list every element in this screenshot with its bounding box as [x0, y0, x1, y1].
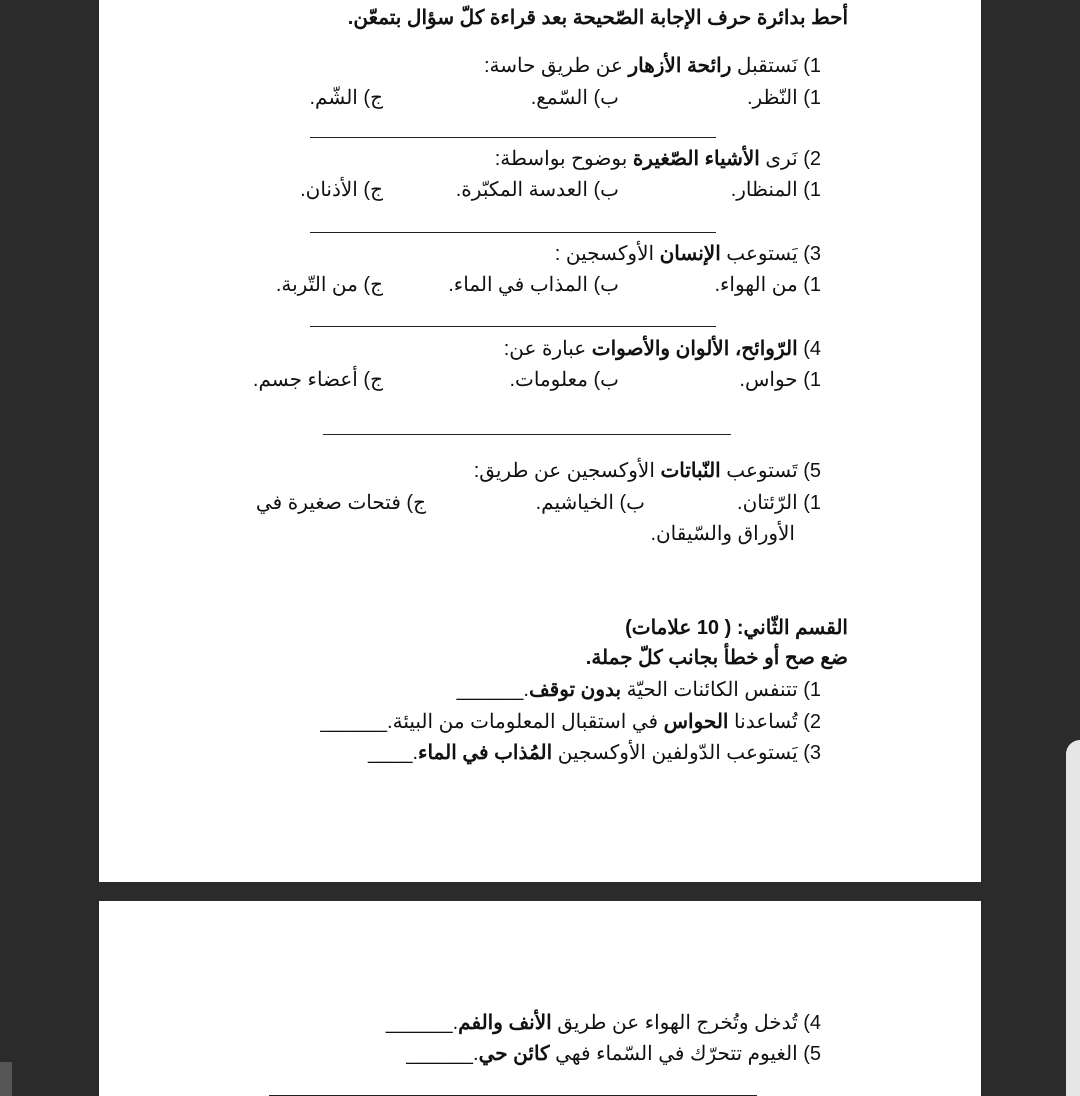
q1-option-b[interactable]: ب) السّمع. — [530, 87, 619, 109]
q5-option-b[interactable]: ب) الخياشيم. — [535, 492, 645, 514]
true-false-item-5[interactable]: 5) الغيوم تتحرّك في السّماء فهي كائن حي.______ — [406, 1043, 821, 1065]
q2-option-c[interactable]: ج) الأذنان. — [300, 179, 383, 201]
edge-strip — [0, 1062, 12, 1096]
instruction: أحط بدائرة حرف الإجابة الصّحيحة بعد قراءة كلّ سؤال بتمعّن. — [347, 7, 848, 29]
question-5: 5) تَستوعب النّباتات الأوكسجين عن طريق: — [473, 460, 821, 482]
true-false-item-1[interactable]: 1) تتنفس الكائنات الحيّة بدون توقف.______ — [456, 679, 821, 701]
q3-option-a[interactable]: 1) من الهواء. — [714, 274, 821, 296]
question-4: 4) الرّوائح، الألوان والأصوات عبارة عن: — [503, 338, 821, 360]
scroll-handle[interactable] — [1066, 740, 1080, 1096]
question-2: 2) نَرى الأشياء الصّغيرة بوضوح بواسطة: — [494, 148, 821, 170]
q2-option-a[interactable]: 1) المنظار. — [730, 179, 821, 201]
worksheet-page-2 — [99, 901, 981, 1096]
q4-option-b[interactable]: ب) معلومات. — [509, 369, 619, 391]
q1-option-c[interactable]: ج) الشّم. — [309, 87, 383, 109]
q2-option-b[interactable]: ب) العدسة المكبّرة. — [455, 179, 619, 201]
separator — [323, 434, 731, 435]
q5-option-c-continued: الأوراق والسّيقان. — [650, 523, 795, 545]
q4-option-a[interactable]: 1) حواس. — [739, 369, 821, 391]
true-false-item-3[interactable]: 3) يَستوعب الدّولفين الأوكسجين المُذاب في الماء.____ — [367, 742, 821, 764]
q3-option-b[interactable]: ب) المذاب في الماء. — [448, 274, 619, 296]
worksheet-page-1 — [99, 0, 981, 882]
true-false-item-4[interactable]: 4) تُدخل وتُخرج الهواء عن طريق الأنف والفم.______ — [385, 1012, 821, 1034]
section-2-instruction: ضع صح أو خطأ بجانب كلّ جملة. — [585, 647, 848, 669]
q3-option-c[interactable]: ج) من التّربة. — [275, 274, 383, 296]
q4-option-c[interactable]: ج) أعضاء جسم. — [252, 369, 383, 391]
q5-option-c[interactable]: ج) فتحات صغيرة في — [255, 492, 426, 514]
q5-option-a[interactable]: 1) الرّئتان. — [737, 492, 821, 514]
separator — [310, 326, 716, 327]
separator — [310, 232, 716, 233]
q1-option-a[interactable]: 1) النّظر. — [746, 87, 821, 109]
question-3: 3) يَستوعب الإنسان الأوكسجين : — [554, 243, 821, 265]
separator — [310, 137, 716, 138]
true-false-item-2[interactable]: 2) تُساعدنا الحواس في استقبال المعلومات من البيئة.______ — [320, 711, 821, 733]
question-1: 1) نَستقبل رائحة الأزهار عن طريق حاسة: — [483, 55, 821, 77]
section-2-title: القسم الثّاني: ( 10 علامات) — [625, 617, 848, 639]
